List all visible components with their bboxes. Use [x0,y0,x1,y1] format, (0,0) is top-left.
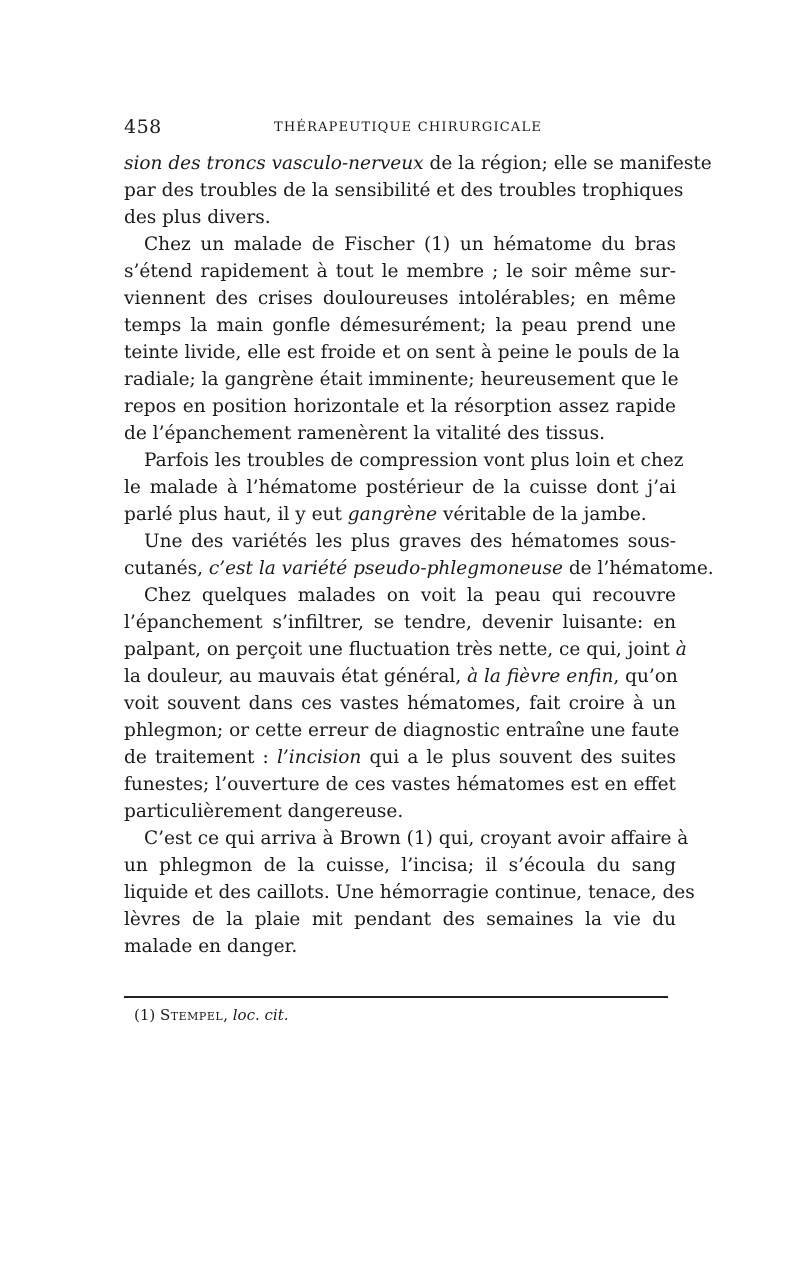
footnote-author: Stempel [160,1006,224,1024]
paragraph-start-line: Une des variétés les plus graves des hématomes sous- [144,531,676,552]
text-line: phlegmon; or cette erreur de diagnostic entraîne une faute [124,720,680,741]
italic-phrase: c’est la variété pseudo-phlegmoneuse [208,558,563,579]
footnote [134,1005,289,1025]
text-line: particulièrement dangereuse. [124,801,404,822]
text-span: la douleur, au mauvais état général, [124,666,468,687]
text-line: malade en danger. [124,936,298,957]
text-line: le malade à l’hématome postérieur de la cuisse dont j’ai [124,477,676,498]
body-text [124,150,714,960]
text-line: teinte livide, elle est froide et on sent à peine le pouls de la [124,342,680,363]
paragraph-start-line: Parfois les troubles de compression vont plus loin et chez [144,450,684,471]
text-span: véritable de la jambe. [437,504,647,525]
text-line: funestes; l’ouverture de ces vastes hématomes est en effet [124,774,676,795]
text-line: s’étend rapidement à tout le membre ; le soir même sur- [124,261,676,282]
paragraph-start-line: Chez quelques malades on voit la peau qui recouvre [144,585,676,606]
paragraph-start-line: C’est ce qui arriva à Brown (1) qui, croyant avoir affaire à [144,828,689,849]
text-line: voit souvent dans ces vastes hématomes, fait croire à un [124,693,676,714]
text-line [124,636,687,663]
text-line: de l’épanchement ramenèrent la vitalité des tissus. [124,423,605,444]
text-line: viennent des crises douloureuses intolérables; en même [124,288,676,309]
footnote-divider [124,996,668,998]
text-span: palpant, on perçoit une fluctuation très nette, ce qui, joint [124,639,676,660]
text-line [124,501,676,528]
italic-phrase: l’incision [276,747,362,768]
footnote-comma: , [223,1006,228,1024]
text-line: un phlegmon de la cuisse, l’incisa; il s’écoula du sang [124,855,676,876]
text-line: repos en position horizontale et la résorption assez rapide [124,396,676,417]
text-span: de traitement : [124,747,277,768]
text-line [124,744,676,771]
text-line: radiale; la gangrène était imminente; heureusement que le [124,369,679,390]
text-line: des plus divers. [124,207,271,228]
text-line: par des troubles de la sensibilité et des troubles trophiques [124,180,684,201]
footnote-number: (1) [134,1006,156,1024]
text-line: liquide et des caillots. Une hémorragie continue, tenace, des [124,882,695,903]
text-span: de l’hématome. [562,558,714,579]
text-span: de la région; elle se manifeste [423,153,712,174]
text-span: qui a le plus souvent des suites [361,747,676,768]
text-span: parlé plus haut, il y eut [124,504,348,525]
text-line [124,663,676,690]
running-title: THÉRAPEUTIQUE CHIRURGICALE [274,120,543,135]
text-span: , qu’on [613,666,678,687]
italic-phrase: gangrène [347,504,438,525]
text-line: l’épanchement s’infiltrer, se tendre, devenir luisante: en [124,612,676,633]
italic-phrase: à [675,639,687,660]
text-line [124,555,714,582]
italic-phrase: sion des troncs vasculo-nerveux [124,153,424,174]
paragraph-start-line: Chez un malade de Fischer (1) un hématome du bras [144,234,676,255]
text-line: lèvres de la plaie mit pendant des semaines la vie du [124,909,676,930]
page-header [124,116,674,144]
italic-phrase: à la fièvre enfin [467,666,614,687]
text-span: cutanés, [124,558,209,579]
text-line [124,150,712,177]
footnote-reference: loc. cit. [232,1006,289,1024]
text-line: temps la main gonfle démesurément; la peau prend une [124,315,676,336]
page-number: 458 [124,116,162,138]
